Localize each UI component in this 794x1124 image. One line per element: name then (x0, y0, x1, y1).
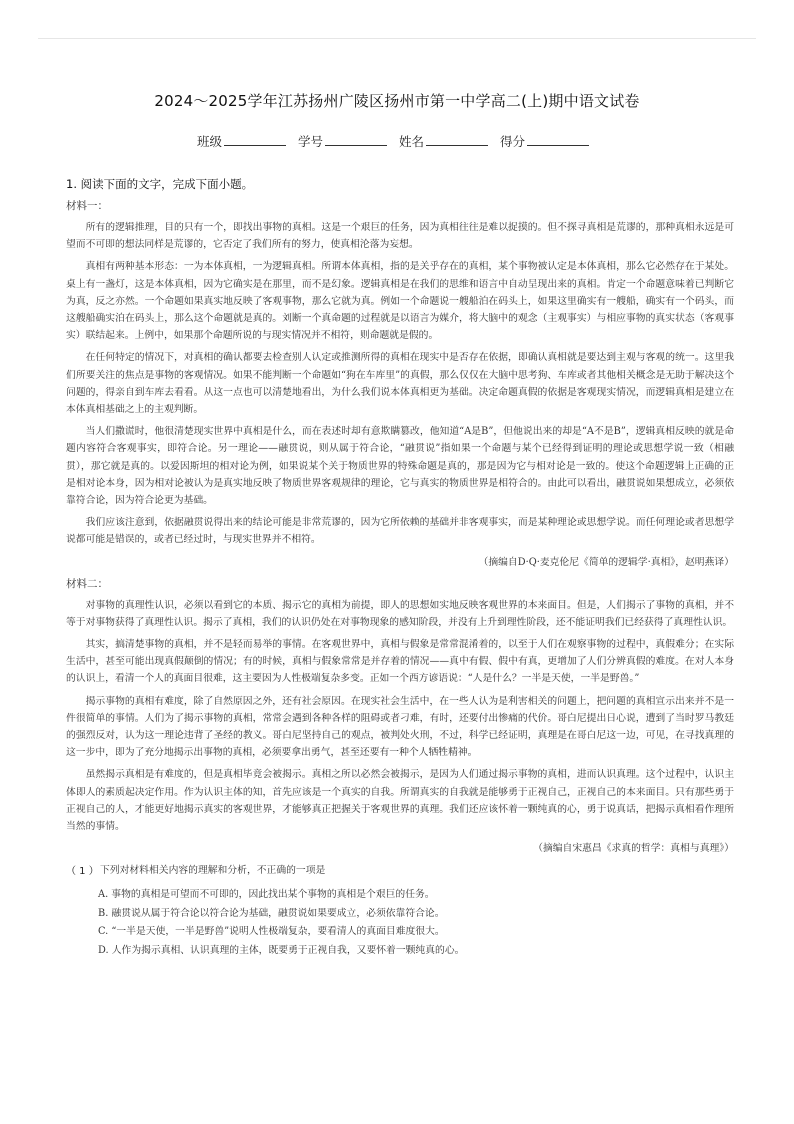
sub-question-stem: 下列对材料相关内容的理解和分析，不正确的一项是 (100, 865, 326, 877)
material2-paragraph: 虽然揭示真相是有难度的，但是真相毕竟会被揭示。真相之所以必然会被揭示，是因为人们通过揭示事物的真相，进而认识真理。这个过程中，认识主体即人的素质起决定作用。作为认识主体的知，首先应该是一个真实的自我。所谓真实的自我就是能够勇于正视自己，正视自己的本来面目。只有那些勇于正视自己的人，才能更好地揭示真实的客观世界，才能够真正把握关于客观世界的真理。我们还应该怀着一颗纯真的心，勇于说真话，把揭示真相看作理所当然的事情。 (66, 769, 734, 833)
material2-paragraph: 对事物的真理性认识，必须以看到它的本质、揭示它的真相为前提，即人的思想如实地反映客观世界的本来面目。但是，人们揭示了事物的真相，并不等于对事物获得了真理性认识。揭示了真相，我们的认识仍处在对事物现象的感知阶段，并没有上升到理性阶段，还不能证明我们已经获得了真理性认识。 (66, 599, 734, 628)
name-label: 姓名 (398, 134, 424, 149)
sub-question-1 (66, 862, 734, 960)
exam-title: 2024～2025学年江苏扬州广陵区扬州市第一中学高二(上)期中语文试卷 (154, 92, 640, 110)
student-info-line (0, 132, 794, 150)
option-a[interactable]: A. 事物的真相是可望而不可即的，因此找出某个事物的真相是个艰巨的任务。 (98, 889, 435, 901)
option-c[interactable]: C. “一半是天使，一半是野兽”说明人性极端复杂，要看清人的真面目难度很大。 (98, 926, 445, 938)
material2-paragraph: 其实，搞清楚事物的真相，并不是轻而易举的事情。在客观世界中，真相与假象是常常混淆着的，以至于人们在观察事物的过程中，真假难分；在实际生活中，甚至可能出现真假颠倒的情况；有的时候，真相与假象常常是并存着的情况——真中有假、假中有真，更增加了人们分辨真假的难度。在对人本身的认识上，看清一个人的真面目很难，这主要因为人性极端复杂多变。正如一个西方谚语说：“人是什么？一半是天使，一半是野兽。” (66, 639, 734, 685)
score-blank[interactable] (527, 135, 589, 146)
material1-label: 材料一： (66, 200, 108, 212)
material1-paragraph: 在任何特定的情况下，对真相的确认都要去检查别人认定或推测所得的真相在现实中是否存在依据，即确认真相就是要达到主观与客观的统一。这里我们所要关注的焦点是事物的客观情况。如果不能判断一个命题如“狗在车库里”的真假，那么仅仅在大脑中思考狗、车库或者其他相关概念是无助于解决这个问题的，得亲自到车库去看看。从这一点也可以清楚地看出，为什么我们说本体真相更为基础。决定命题真假的依据是客观现实情况，而逻辑真相是建立在本体真相基础之上的主观判断。 (66, 352, 734, 416)
material1-paragraph: 我们应该注意到，依据融贯说得出来的结论可能是非常荒谬的，因为它所依赖的基础并非客观事实，而是某种理论或思想学说。而任何理论或者思想学说都可能是错误的，或者已经过时，与现实世界并不相符。 (66, 517, 734, 546)
id-blank[interactable] (325, 135, 387, 146)
top-divider (38, 38, 756, 39)
material2-label: 材料二： (66, 577, 108, 590)
class-label: 班级 (196, 134, 222, 149)
sub-question-number: （ 1 ） (66, 866, 99, 878)
material2-source: （摘编自宋惠昌《求真的哲学：真相与真理》） (533, 843, 734, 855)
material1-source: （摘编自D·Q·麦克伦尼《简单的逻辑学·真相》，赵明燕译） (478, 556, 734, 568)
question-heading: 1. 阅读下面的文字，完成下面小题。 (66, 177, 254, 191)
material2-paragraph: 揭示事物的真相有难度，除了自然原因之外，还有社会原因。在现实社会生活中，在一些人认为是利害相关的问题上，把问题的真相宣示出来并不是一件很简单的事情。人们为了揭示事物的真相，常常会遇到各种各样的阻碍或者刁难，有时，还要付出惨痛的代价。哥白尼提出日心说，遭到了当时罗马教廷的强烈反对，认为这一理论违背了圣经的教义。哥白尼坚持自己的观点，被判处火刑，不过，科学已经证明，真理是在哥白尼这一边，可见，在寻找真理的这一步中，即为了充分地揭示出事物的真相，必须要拿出勇气，甚至还要有一种个人牺牲精神。 (66, 695, 734, 759)
id-label: 学号 (297, 134, 323, 149)
material1-paragraph: 真相有两种基本形态：一为本体真相，一为逻辑真相。所谓本体真相，指的是关乎存在的真相，某个事物被认定是本体真相，那么它必然存在于某处。桌上有一盏灯，这是本体真相，因为它确实是在那里，而不是幻象。逻辑真相是在我们的思维和语言中自动呈现出来的真相。肯定一个命题意味着已判断它为真，反之亦然。一个命题如果真实地反映了客观事物，那么它就为真。例如一个命题说一艘船泊在码头上，如果这里确实有一艘船，确实有一个码头，而这艘船确实泊在码头上，那么这个命题就是真的。刘断一个真命题的过程就是以语言为媒介，将大脑中的观念（主观事实）与相应事物的真实状态（客观事实）联结起来。上例中，如果那个命题所说的与现实情况并不相符，则命题就是假的。 (66, 261, 734, 342)
question-content (66, 176, 734, 960)
material1-paragraph: 当人们撒谎时，他很清楚现实世界中真相是什么，而在表述时却有意欺瞒篡改，他知道“A是B”，但他说出来的却是“A不是B”，逻辑真相反映的就是命题内容符合客观事实，即符合论。另一理论——融贯说，则从属于符合论，“融贯说”指如果一个命题与某个已经得到证明的理论或思想学说一致（相融贯），那它就是真的。以爱因斯坦的相对论为例，如果说某个关于物质世界的特殊命题是真的，那是因为它与相对论是一致的。使这个命题逻辑上正确的正是相对论本身，因为相对论被认为是真实地反映了物质世界客观规律的理论，它与真实的物质世界是相符合的。由此可以看出，融贯说如果想成立，必须依靠符合论，因为符合论更为基础。 (66, 426, 734, 507)
class-blank[interactable] (224, 135, 286, 146)
name-blank[interactable] (426, 135, 488, 146)
material1-paragraph: 所有的逻辑推理，目的只有一个，即找出事物的真相。这是一个艰巨的任务，因为真相往往是难以捉摸的。但不探寻真相是荒谬的，那种真相永远是可望而不可即的想法同样是荒谬的，它否定了我们所有的努力，使真相沦落为妄想。 (66, 222, 734, 251)
score-label: 得分 (499, 134, 525, 149)
option-b[interactable]: B. 融贯说从属于符合论以符合论为基础，融贯说如果要成立，必须依靠符合论。 (98, 907, 445, 919)
option-d[interactable]: D. 人作为揭示真相、认识真理的主体，既要勇于正视自我，又要怀着一颗纯真的心。 (98, 944, 465, 956)
